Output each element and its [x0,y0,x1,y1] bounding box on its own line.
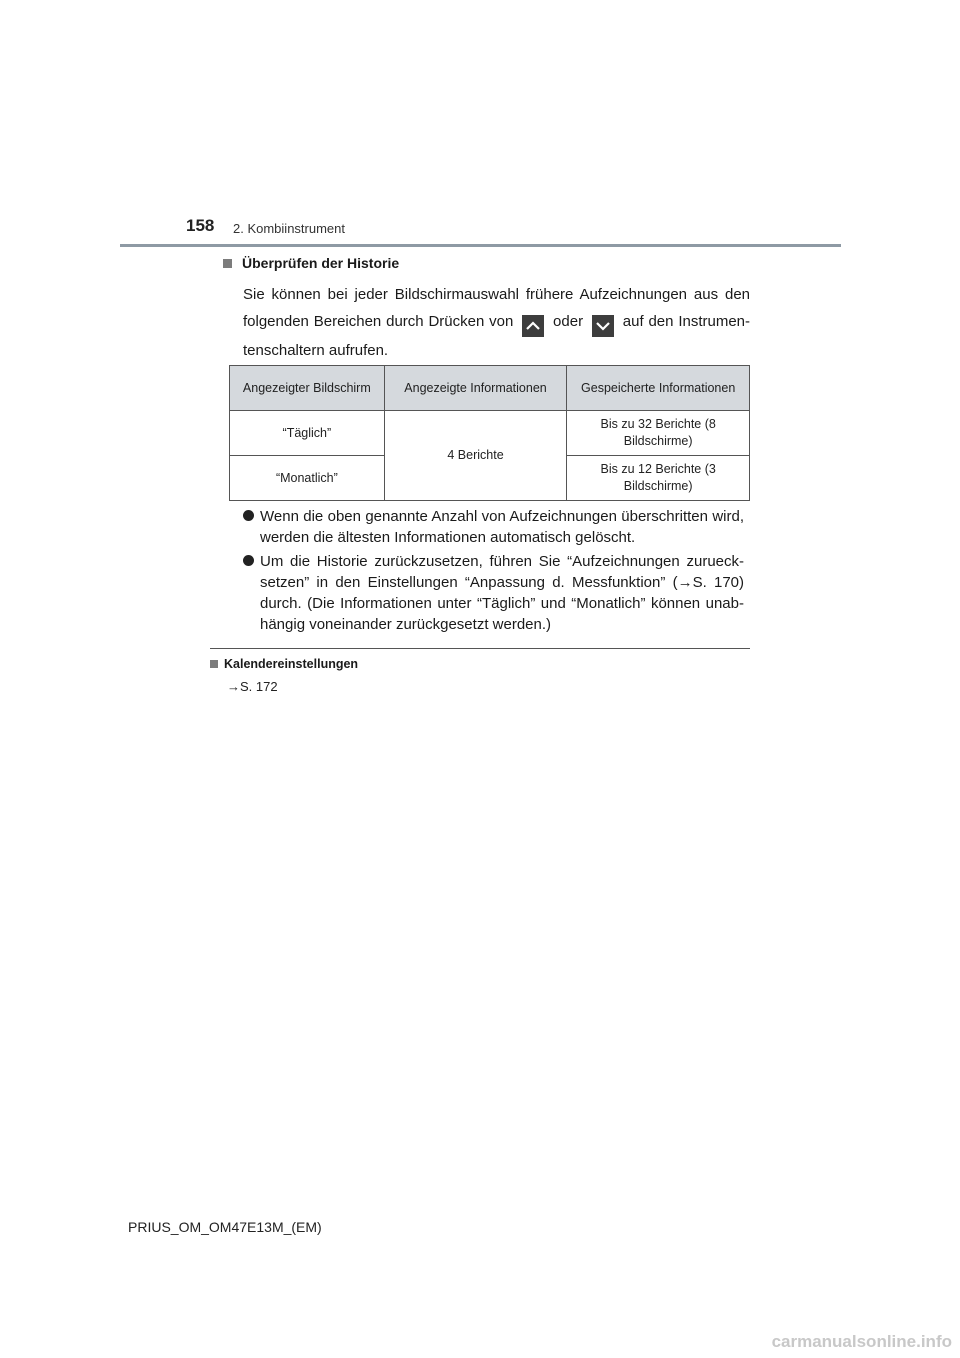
header-rule [120,244,841,247]
page-number: 158 [186,216,215,235]
calendar-title: Kalendereinstellungen [224,657,359,671]
section-title: Überprüfen der Historie [242,255,400,271]
intro-text-1: Sie können bei jeder Bildschirmauswahl frühere Aufzeichnungen aus den folgenden Bereichen durch Drücken von [243,286,750,330]
table-cell-info: 4 Berichte [384,411,567,501]
section-heading [223,255,750,271]
table-cell-stored: Bis zu 12 Berichte (3 Bildschirme) [567,456,750,501]
table-cell-stored: Bis zu 32 Berichte (8 Bildschirme) [567,411,750,456]
bullet-dot-icon [243,555,254,566]
table-header-cell: Angezeigte Informationen [384,366,567,411]
table-cell-screen: “Täglich” [230,411,385,456]
history-section [223,255,750,364]
footer-doc-id: PRIUS_OM_OM47E13M_(EM) [128,1219,322,1235]
list-item [243,551,744,635]
note-text: Wenn die oben genannte Anzahl von Aufzeichnungen überschritten wird, werden die ältesten Informationen automatisch gelöscht. [260,508,744,546]
table-header-cell: Angezeigter Bildschirm [230,366,385,411]
list-item [243,506,744,548]
chevron-up-icon [522,315,544,337]
intro-text-2: auf den Instrumentenschaltern aufrufen. [243,313,751,359]
intro-or: oder [553,313,584,330]
note-text: Um die Historie zurückzusetzen, führen Sie “Aufzeichnungen zuruecksetzen” in den Einstellungen “Anpassung d. Messfunktion” (→S. 170) durch. (Die Informationen unter “Täglich” und “Monatlich” können unabhängig voneinander zurückgesetzt werden.) [260,553,744,633]
square-bullet-icon [223,259,232,268]
calendar-heading [210,657,358,671]
calendar-page-link[interactable]: →S. 172 [227,679,278,694]
table-row [230,411,750,456]
square-bullet-icon [210,660,218,668]
intro-paragraph [243,281,750,364]
history-table [229,365,750,501]
table-header-row [230,366,750,411]
table-cell-screen: “Monatlich” [230,456,385,501]
watermark: carmanualsonline.info [771,1332,952,1351]
separator-rule [210,648,750,649]
chapter-title: 2. Kombiinstrument [233,221,345,236]
chevron-down-icon [592,315,614,337]
bullet-dot-icon [243,510,254,521]
table-header-cell: Gespeicherte Informationen [567,366,750,411]
notes-list [243,506,744,638]
